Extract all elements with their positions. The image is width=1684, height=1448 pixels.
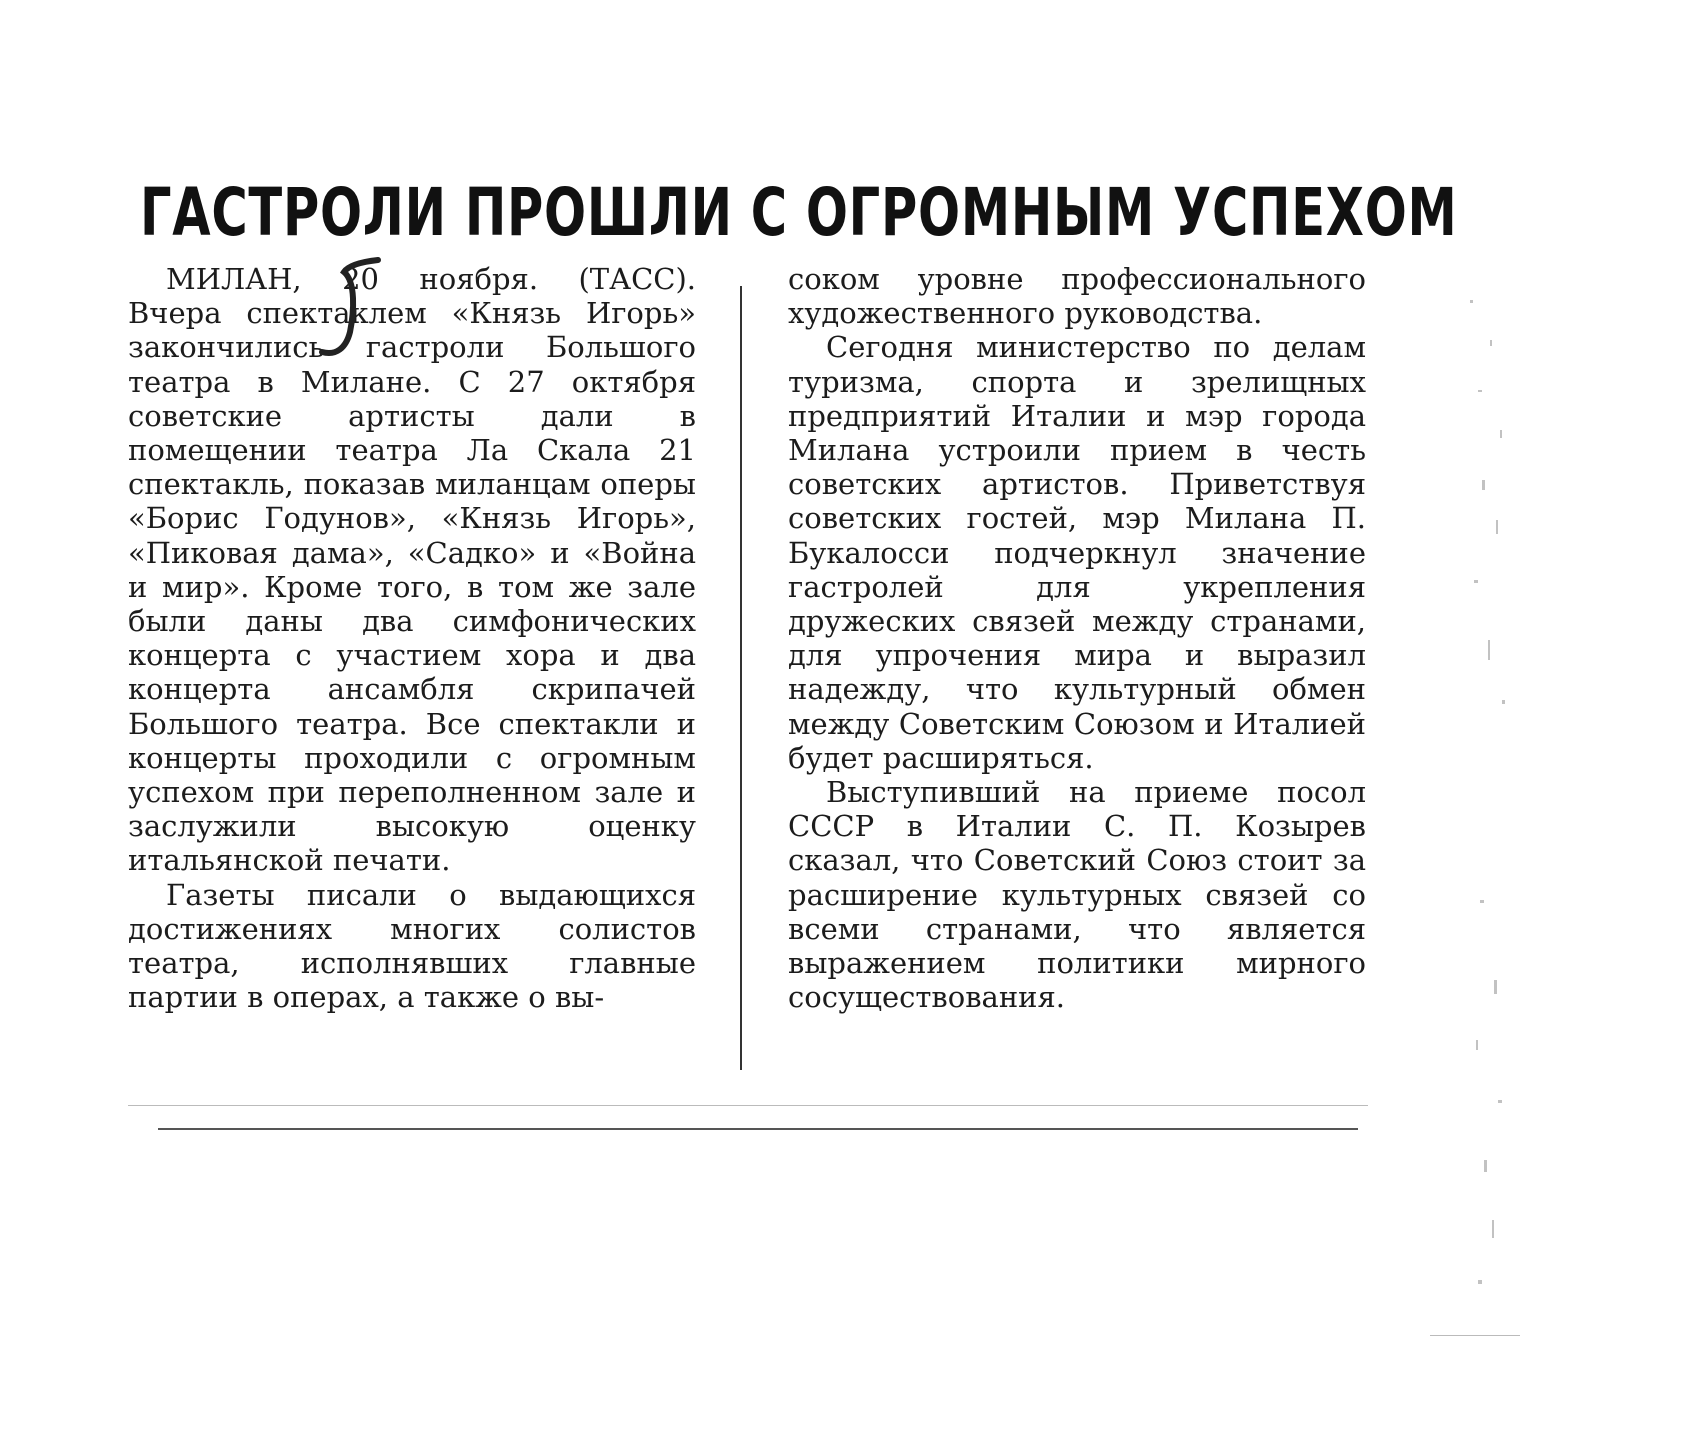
right-column [788, 262, 1366, 1014]
column-divider [740, 286, 742, 1070]
left-column [128, 262, 696, 1014]
paragraph: Газеты писали о выдающихся достижениях многих солистов театра, исполнявших главные партии в операх, а также о вы- [128, 877, 696, 1015]
bottom-rule [158, 1128, 1358, 1130]
paragraph-continuation: соком уровне профессионального художественного руководства. [788, 262, 1366, 331]
paragraph: МИЛАН, 20 ноября. (ТАСС). Вчера спектаклем «Князь Игорь» закончились гастроли Большого театра в Милане. С 27 октября советские артисты дали в помещении театра Ла Скала 21 спектакль, показав миланцам оперы «Борис Годунов», «Князь Игорь», «Пиковая дама», «Садко» и «Война и мир». Кроме того, в том же зале были даны два симфонических концерта с участием хора и два концерта ансамбля скрипачей Большого театра. Все спектакли и концерты проходили с огромным успехом при переполненном зале и заслужили высокую оценку итальянской печати. [128, 262, 696, 878]
pen-mark-icon [308, 252, 398, 362]
paragraph: Сегодня министерство по делам туризма, спорта и зрелищных предприятий Италии и мэр города Милана устроили прием в честь советских артистов. Приветствуя советских гостей, мэр Милана П. Букалосси подчеркнул значение гастролей для укрепления дружеских связей между странами, для упрочения мира и выразил надежду, что культурный обмен между Советским Союзом и Италией будет расширяться. [788, 330, 1366, 775]
newspaper-clipping [128, 160, 1458, 1120]
paragraph: Выступивший на приеме посол СССР в Италии С. П. Козырев сказал, что Советский Союз стоит за расширение культурных связей со всеми странами, что является выражением политики мирного сосуществования. [788, 775, 1366, 1015]
scan-noise [1430, 280, 1540, 1360]
clipping-edge [128, 1105, 1368, 1106]
headline: ГАСТРОЛИ ПРОШЛИ С ОГРОМНЫМ УСПЕХОМ [140, 174, 1458, 251]
